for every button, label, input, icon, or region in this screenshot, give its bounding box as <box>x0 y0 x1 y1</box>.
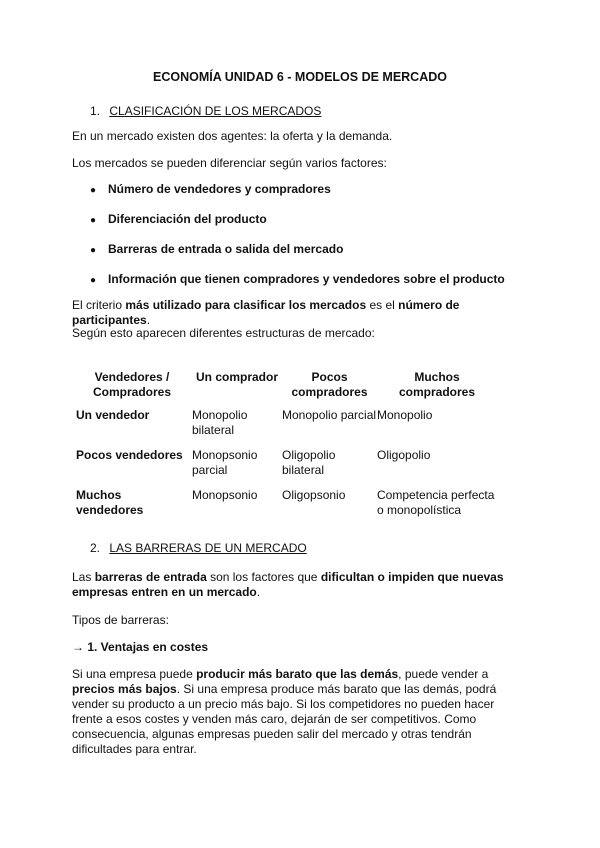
bullet-dot-icon: ● <box>90 275 97 286</box>
table-header: Pocos compradores <box>291 370 368 399</box>
section-1-title: CLASIFICACIÓN DE LOS MERCADOS <box>109 104 322 118</box>
subheading-cost-advantages: → 1. Ventajas en costes <box>72 640 209 654</box>
table-cell: Monopsonio <box>192 488 258 502</box>
paragraph-factors: Los mercados se pueden diferenciar según varios factores: <box>72 156 387 170</box>
table-header: Muchos compradores <box>398 370 476 399</box>
section-2-number: 2. <box>90 541 101 555</box>
section-2-heading <box>90 541 307 556</box>
section-1-heading <box>90 104 321 119</box>
table-header: Vendedores / Compradores <box>92 370 172 399</box>
bullet-dot-icon: ● <box>90 245 97 256</box>
table-cell: Oligopsonio <box>282 488 346 502</box>
bullet-dot-icon: ● <box>90 215 97 226</box>
paragraph-agents: En un mercado existen dos agentes: la oferta y la demanda. <box>72 129 393 143</box>
table-row <box>72 488 497 528</box>
row-label: Pocos vendedores <box>76 448 183 462</box>
paragraph-barriers-definition: Las barreras de entrada son los factores que dificultan o impiden que nuevas empresas entren en un mercado. <box>72 570 504 599</box>
table-cell: Monopsonio parcial <box>192 448 258 477</box>
document-title: ECONOMÍA UNIDAD 6 - MODELOS DE MERCADO <box>153 70 447 84</box>
row-label: Muchos vendedores <box>76 488 144 517</box>
bullet-item: ● Número de vendedores y compradores <box>90 182 331 196</box>
paragraph-structures: Según esto aparecen diferentes estructuras de mercado: <box>72 326 375 340</box>
bullet-dot-icon: ● <box>90 185 97 196</box>
paragraph-criterion: El criterio más utilizado para clasificar los mercados es el número de participantes. <box>72 298 460 327</box>
table-cell: Oligopolio bilateral <box>282 448 336 477</box>
bullet-item: ● Información que tienen compradores y vendedores sobre el producto <box>90 272 505 286</box>
section-2-title: LAS BARRERAS DE UN MERCADO <box>109 541 307 555</box>
market-structure-table <box>72 370 497 528</box>
bullet-item: ● Diferenciación del producto <box>90 212 267 226</box>
section-1-number: 1. <box>90 104 101 118</box>
row-label: Un vendedor <box>76 408 150 422</box>
paragraph-cost-advantages: Si una empresa puede producir más barato que las demás, puede vender a precios más bajos. Si una empresa produce más barato que las demás, podrá vender su producto a un precio más bajo. Si los competidores no pueden hacer frente a esos costes y venden más caro, dejarán de ser competitivos. Como consecuencia, algunas empresas pueden salir del mercado y otras tendrán dificultades para entrar. <box>72 667 497 756</box>
table-cell: Monopolio <box>377 408 433 422</box>
table-cell: Monopolio parcial <box>282 408 377 422</box>
table-cell: Monopolio bilateral <box>192 408 248 437</box>
table-cell: Competencia perfecta o monopolística <box>377 488 495 517</box>
table-row <box>72 408 497 448</box>
bullet-item: ● Barreras de entrada o salida del mercado <box>90 242 344 256</box>
table-header: Un comprador <box>195 370 278 384</box>
table-row <box>72 448 497 488</box>
paragraph-barrier-types: Tipos de barreras: <box>72 613 169 627</box>
table-cell: Oligopolio <box>377 448 431 462</box>
table-header-row <box>72 370 497 408</box>
